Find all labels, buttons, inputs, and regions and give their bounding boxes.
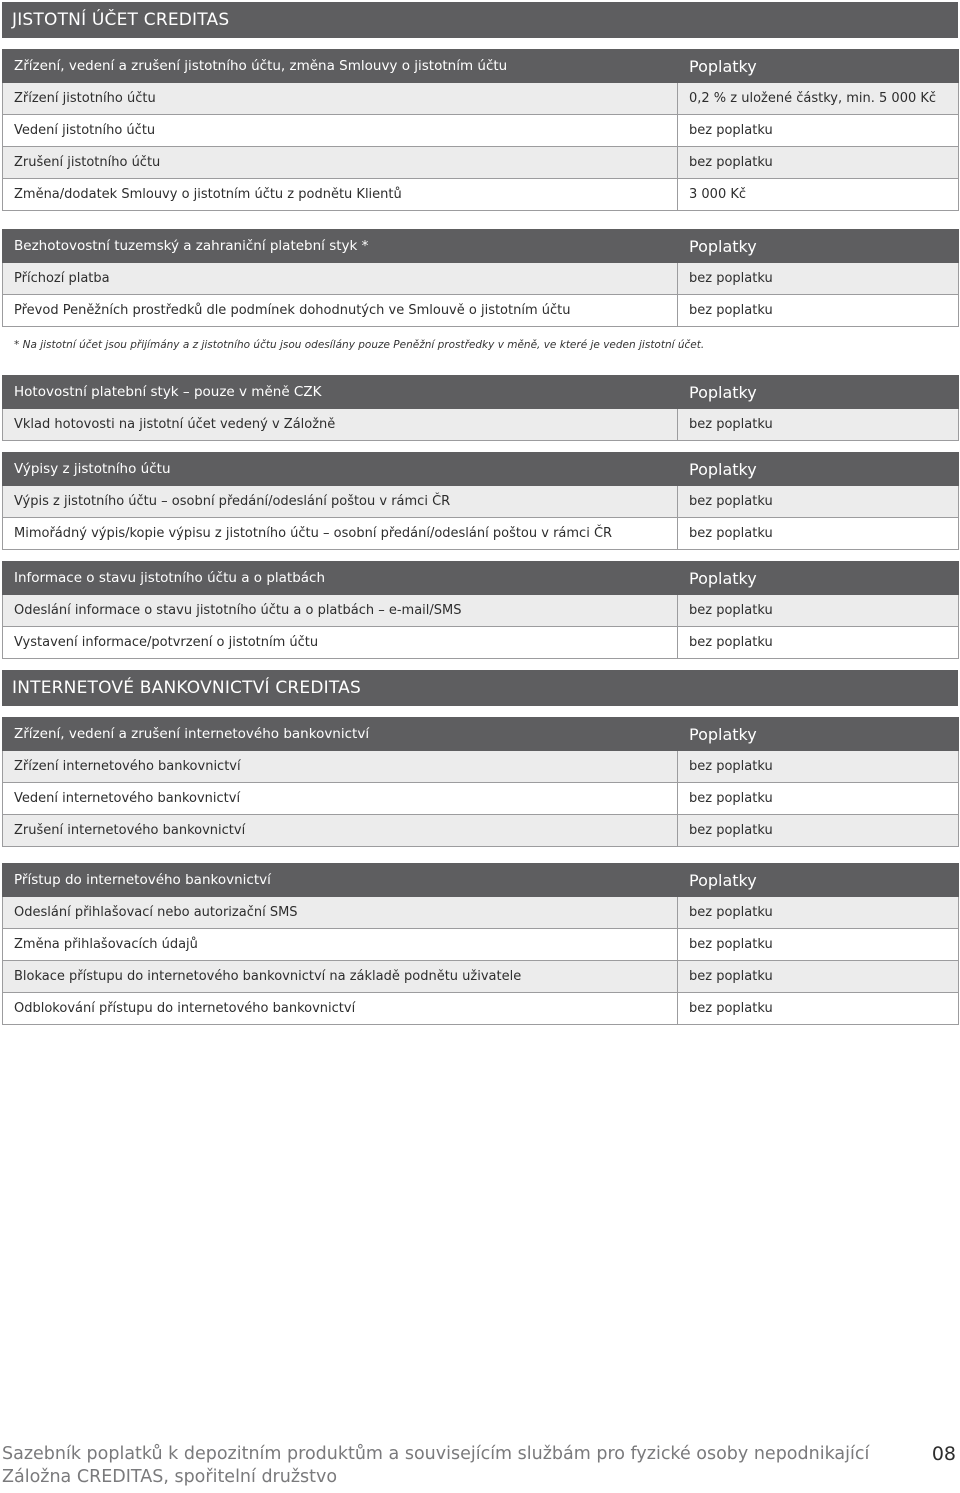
row-label: Výpis z jistotního účtu – osobní předání/odeslání poštou v rámci ČR bbox=[3, 486, 678, 518]
table-header-row bbox=[3, 50, 959, 83]
row-fee: bez poplatku bbox=[678, 815, 959, 847]
row-label: Převod Peněžních prostředků dle podmínek dohodnutých ve Smlouvě o jistotním účtu bbox=[3, 295, 678, 327]
row-label: Zřízení internetového bankovnictví bbox=[3, 751, 678, 783]
table-header-row bbox=[3, 453, 959, 486]
table-header-fee: Poplatky bbox=[678, 453, 959, 486]
row-label: Příchozí platba bbox=[3, 263, 678, 295]
table-header-row bbox=[3, 864, 959, 897]
row-fee: bez poplatku bbox=[678, 751, 959, 783]
fee-table-ib-access bbox=[2, 863, 959, 1025]
fee-table-statements bbox=[2, 452, 959, 550]
row-fee: bez poplatku bbox=[678, 595, 959, 627]
section-title-jistotni-ucet: JISTOTNÍ ÚČET CREDITAS bbox=[2, 2, 958, 38]
table-header-fee: Poplatky bbox=[678, 230, 959, 263]
row-label: Vklad hotovosti na jistotní účet vedený v Záložně bbox=[3, 409, 678, 441]
row-label: Zrušení internetového bankovnictví bbox=[3, 815, 678, 847]
section-title-internetove-bankovnictvi: INTERNETOVÉ BANKOVNICTVÍ CREDITAS bbox=[2, 670, 958, 706]
table-row bbox=[3, 179, 959, 211]
table-row bbox=[3, 929, 959, 961]
row-label: Vystavení informace/potvrzení o jistotním účtu bbox=[3, 627, 678, 659]
fee-table-cash-payments bbox=[2, 375, 959, 441]
row-fee: bez poplatku bbox=[678, 263, 959, 295]
row-label: Zřízení jistotního účtu bbox=[3, 83, 678, 115]
table-row bbox=[3, 897, 959, 929]
table-row bbox=[3, 295, 959, 327]
row-fee: bez poplatku bbox=[678, 929, 959, 961]
row-label: Odblokování přístupu do internetového bankovnictví bbox=[3, 993, 678, 1025]
table-header-label: Bezhotovostní tuzemský a zahraniční platební styk * bbox=[3, 230, 678, 263]
table-header-fee: Poplatky bbox=[678, 718, 959, 751]
row-fee: bez poplatku bbox=[678, 486, 959, 518]
row-label: Vedení internetového bankovnictví bbox=[3, 783, 678, 815]
table-row bbox=[3, 115, 959, 147]
table-header-fee: Poplatky bbox=[678, 562, 959, 595]
table-header-fee: Poplatky bbox=[678, 376, 959, 409]
table-header-label: Přístup do internetového bankovnictví bbox=[3, 864, 678, 897]
table-row bbox=[3, 409, 959, 441]
table-row bbox=[3, 263, 959, 295]
row-fee: bez poplatku bbox=[678, 295, 959, 327]
row-label: Zrušení jistotního účtu bbox=[3, 147, 678, 179]
page-footer bbox=[2, 1443, 958, 1489]
row-fee: bez poplatku bbox=[678, 115, 959, 147]
fee-table-ib-setup bbox=[2, 717, 959, 847]
footer-document-title: Sazebník poplatků k depozitním produktům a souvisejícím službám pro fyzické osoby nepodnikající bbox=[2, 1444, 870, 1464]
table-row bbox=[3, 595, 959, 627]
row-label: Blokace přístupu do internetového bankovnictví na základě podnětu uživatele bbox=[3, 961, 678, 993]
table-row bbox=[3, 783, 959, 815]
row-fee: 0,2 % z uložené částky, min. 5 000 Kč bbox=[678, 83, 959, 115]
row-label: Změna/dodatek Smlouvy o jistotním účtu z podnětu Klientů bbox=[3, 179, 678, 211]
table-row bbox=[3, 83, 959, 115]
table-header-label: Hotovostní platební styk – pouze v měně CZK bbox=[3, 376, 678, 409]
table-header-label: Zřízení, vedení a zrušení jistotního účtu, změna Smlouvy o jistotním účtu bbox=[3, 50, 678, 83]
page-number: 08 bbox=[931, 1443, 956, 1465]
table-row bbox=[3, 518, 959, 550]
table-header-row bbox=[3, 230, 959, 263]
table-row bbox=[3, 627, 959, 659]
table-row bbox=[3, 815, 959, 847]
footnote: * Na jistotní účet jsou přijímány a z jistotního účtu jsou odesílány pouze Peněžní prostředky v měně, ve které je veden jistotní účet. bbox=[14, 339, 705, 351]
table-header-label: Výpisy z jistotního účtu bbox=[3, 453, 678, 486]
table-row bbox=[3, 751, 959, 783]
row-fee: 3 000 Kč bbox=[678, 179, 959, 211]
table-row bbox=[3, 961, 959, 993]
table-header-row bbox=[3, 562, 959, 595]
row-fee: bez poplatku bbox=[678, 518, 959, 550]
fee-table-cashless-payments bbox=[2, 229, 959, 327]
table-header-row bbox=[3, 376, 959, 409]
fee-table-account-info bbox=[2, 561, 959, 659]
row-fee: bez poplatku bbox=[678, 409, 959, 441]
row-label: Mimořádný výpis/kopie výpisu z jistotního účtu – osobní předání/odeslání poštou v rámci ČR bbox=[3, 518, 678, 550]
row-fee: bez poplatku bbox=[678, 783, 959, 815]
table-header-fee: Poplatky bbox=[678, 864, 959, 897]
row-fee: bez poplatku bbox=[678, 147, 959, 179]
row-fee: bez poplatku bbox=[678, 961, 959, 993]
row-label: Změna přihlašovacích údajů bbox=[3, 929, 678, 961]
table-row bbox=[3, 486, 959, 518]
table-header-label: Informace o stavu jistotního účtu a o platbách bbox=[3, 562, 678, 595]
row-label: Vedení jistotního účtu bbox=[3, 115, 678, 147]
row-label: Odeslání informace o stavu jistotního účtu a o platbách – e-mail/SMS bbox=[3, 595, 678, 627]
table-header-fee: Poplatky bbox=[678, 50, 959, 83]
table-row bbox=[3, 147, 959, 179]
row-fee: bez poplatku bbox=[678, 627, 959, 659]
table-header-row bbox=[3, 718, 959, 751]
row-fee: bez poplatku bbox=[678, 897, 959, 929]
table-row bbox=[3, 993, 959, 1025]
row-label: Odeslání přihlašovací nebo autorizační SMS bbox=[3, 897, 678, 929]
row-fee: bez poplatku bbox=[678, 993, 959, 1025]
footer-institution-name: Záložna CREDITAS, spořitelní družstvo bbox=[2, 1467, 338, 1487]
fee-table-account-setup bbox=[2, 49, 959, 211]
table-header-label: Zřízení, vedení a zrušení internetového bankovnictví bbox=[3, 718, 678, 751]
